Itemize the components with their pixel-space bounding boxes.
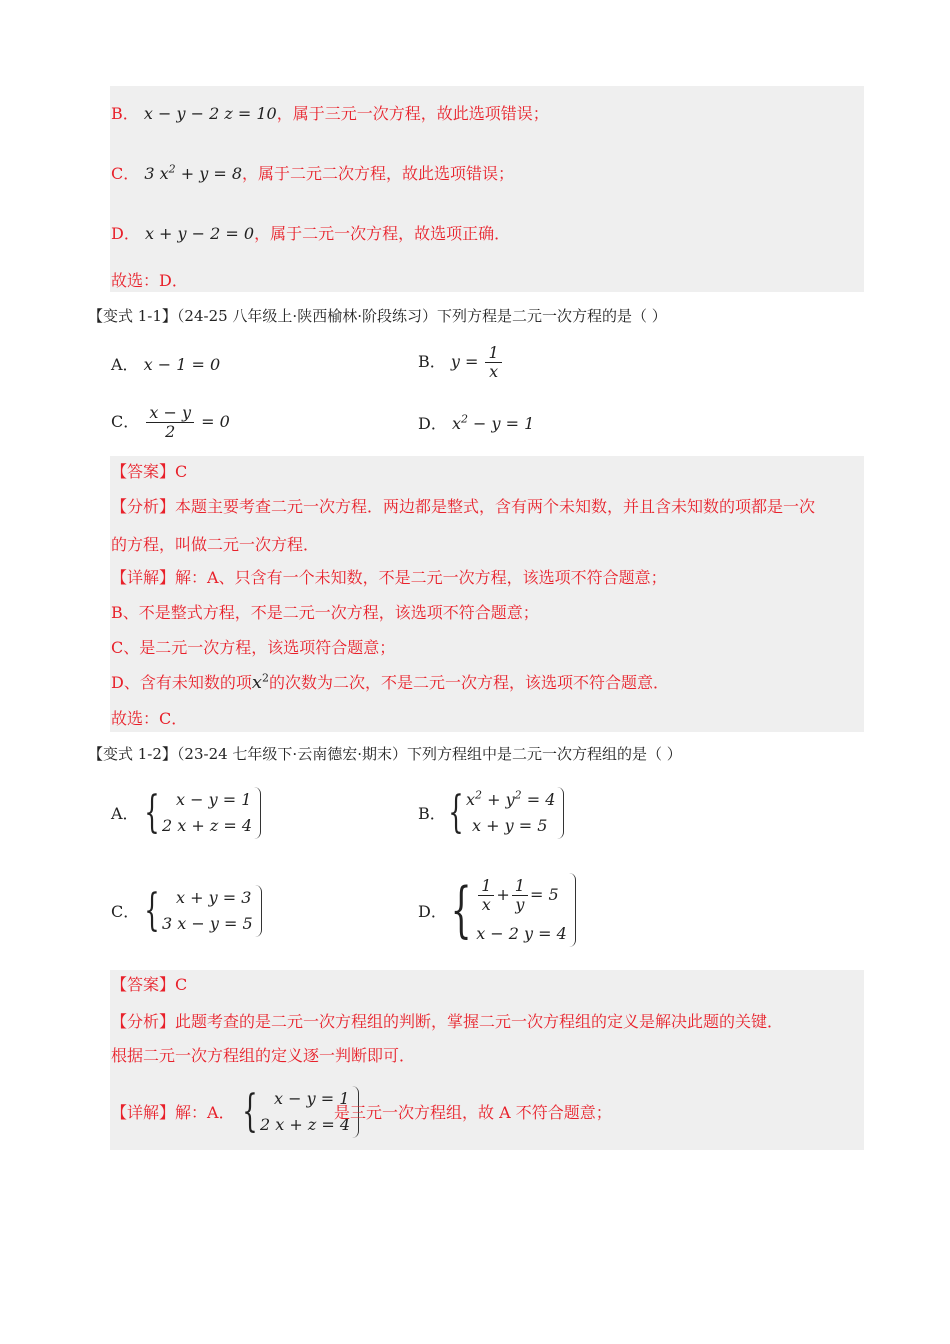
option-b: B． y = $\frac{1}{x}$ xyxy=(418,344,504,381)
detail-line-2: B、不是整式方程，不是二元一次方程，该选项不符合题意； xyxy=(111,603,539,622)
detail-conclusion: 故选：C． xyxy=(111,709,188,728)
equation-system-c: { x + y = 3 3 x − y = 5 xyxy=(138,885,262,937)
question-title: 【变式 1-1】（24-25 八年级上·陕西榆林·阶段练习）下列方程是二元一次方程的是（ ） xyxy=(88,307,667,325)
analysis-line-2: 根据二元一次方程组的定义逐一判断即可． xyxy=(111,1046,416,1065)
analysis-line-1: 【分析】本题主要考查二元一次方程．两边都是整式，含有两个未知数，并且含未知数的项都是一次 xyxy=(111,497,816,516)
option-b: B． xyxy=(418,804,446,823)
option-d: D． xyxy=(418,902,447,921)
detail-line-1-end: 是三元一次方程组，故 A 不符合题意； xyxy=(334,1103,612,1122)
solution-conclusion: 故选：D． xyxy=(111,271,188,290)
option-d: D． $x^2 - y = 1$ xyxy=(418,412,535,433)
option-a: A． x − 1 = 0 xyxy=(111,355,221,374)
analysis-line-1: 【分析】此题考查的是二元一次方程组的判断，掌握二元一次方程组的定义是解决此题的关键． xyxy=(111,1012,784,1031)
solution-option-c: C． 3 $x^2 + y = 8$，属于二元二次方程，故此选项错误； xyxy=(111,162,515,183)
detail-line-4: D、含有未知数的项$x^2$的次数为二次，不是二元一次方程，该选项不符合题意． xyxy=(111,671,670,693)
detail-line-1: 【详解】解：A． xyxy=(111,1103,235,1122)
answer-line: 【答案】C xyxy=(111,462,188,481)
equation-system-d: { $\frac{1}{x}$ + $\frac{1}{y}$ = 5 x − 2 y = 4 xyxy=(442,873,576,947)
solution-option-d: D． x + y − 2 = 0，属于二元一次方程，故选项正确． xyxy=(111,224,511,243)
option-a: A． xyxy=(111,804,139,823)
math-expression: x − y − 2 z = 10 xyxy=(143,104,277,123)
equation-system-a: { x − y = 1 2 x + z = 4 xyxy=(138,787,261,839)
solution-option-b: B． x − y − 2 z = 10，属于三元一次方程，故此选项错误； xyxy=(111,104,549,123)
answer-line: 【答案】C xyxy=(111,975,188,994)
detail-line-1: 【详解】解：A、只含有一个未知数，不是二元一次方程，该选项不符合题意； xyxy=(111,568,667,587)
question-title: 【变式 1-2】（23-24 七年级下·云南德宏·期末）下列方程组中是二元一次方程组的是（ ） xyxy=(88,745,682,763)
math-expression: x + y − 2 = 0 xyxy=(144,224,255,243)
analysis-line-2: 的方程，叫做二元一次方程． xyxy=(111,535,320,554)
detail-line-3: C、是二元一次方程，该选项符合题意； xyxy=(111,638,396,657)
option-c: C． $\frac{x - y}{2}$ = 0 xyxy=(111,403,230,441)
equation-system-b: { $x^2 + y^2 = 4$ x + y = 5 xyxy=(442,787,564,839)
detail-equation-system: { x − y = 1 2 x + z = 4 xyxy=(236,1086,359,1138)
math-expression: 3 $x^2 + y = 8$ xyxy=(144,162,243,183)
option-c: C． xyxy=(111,902,140,921)
